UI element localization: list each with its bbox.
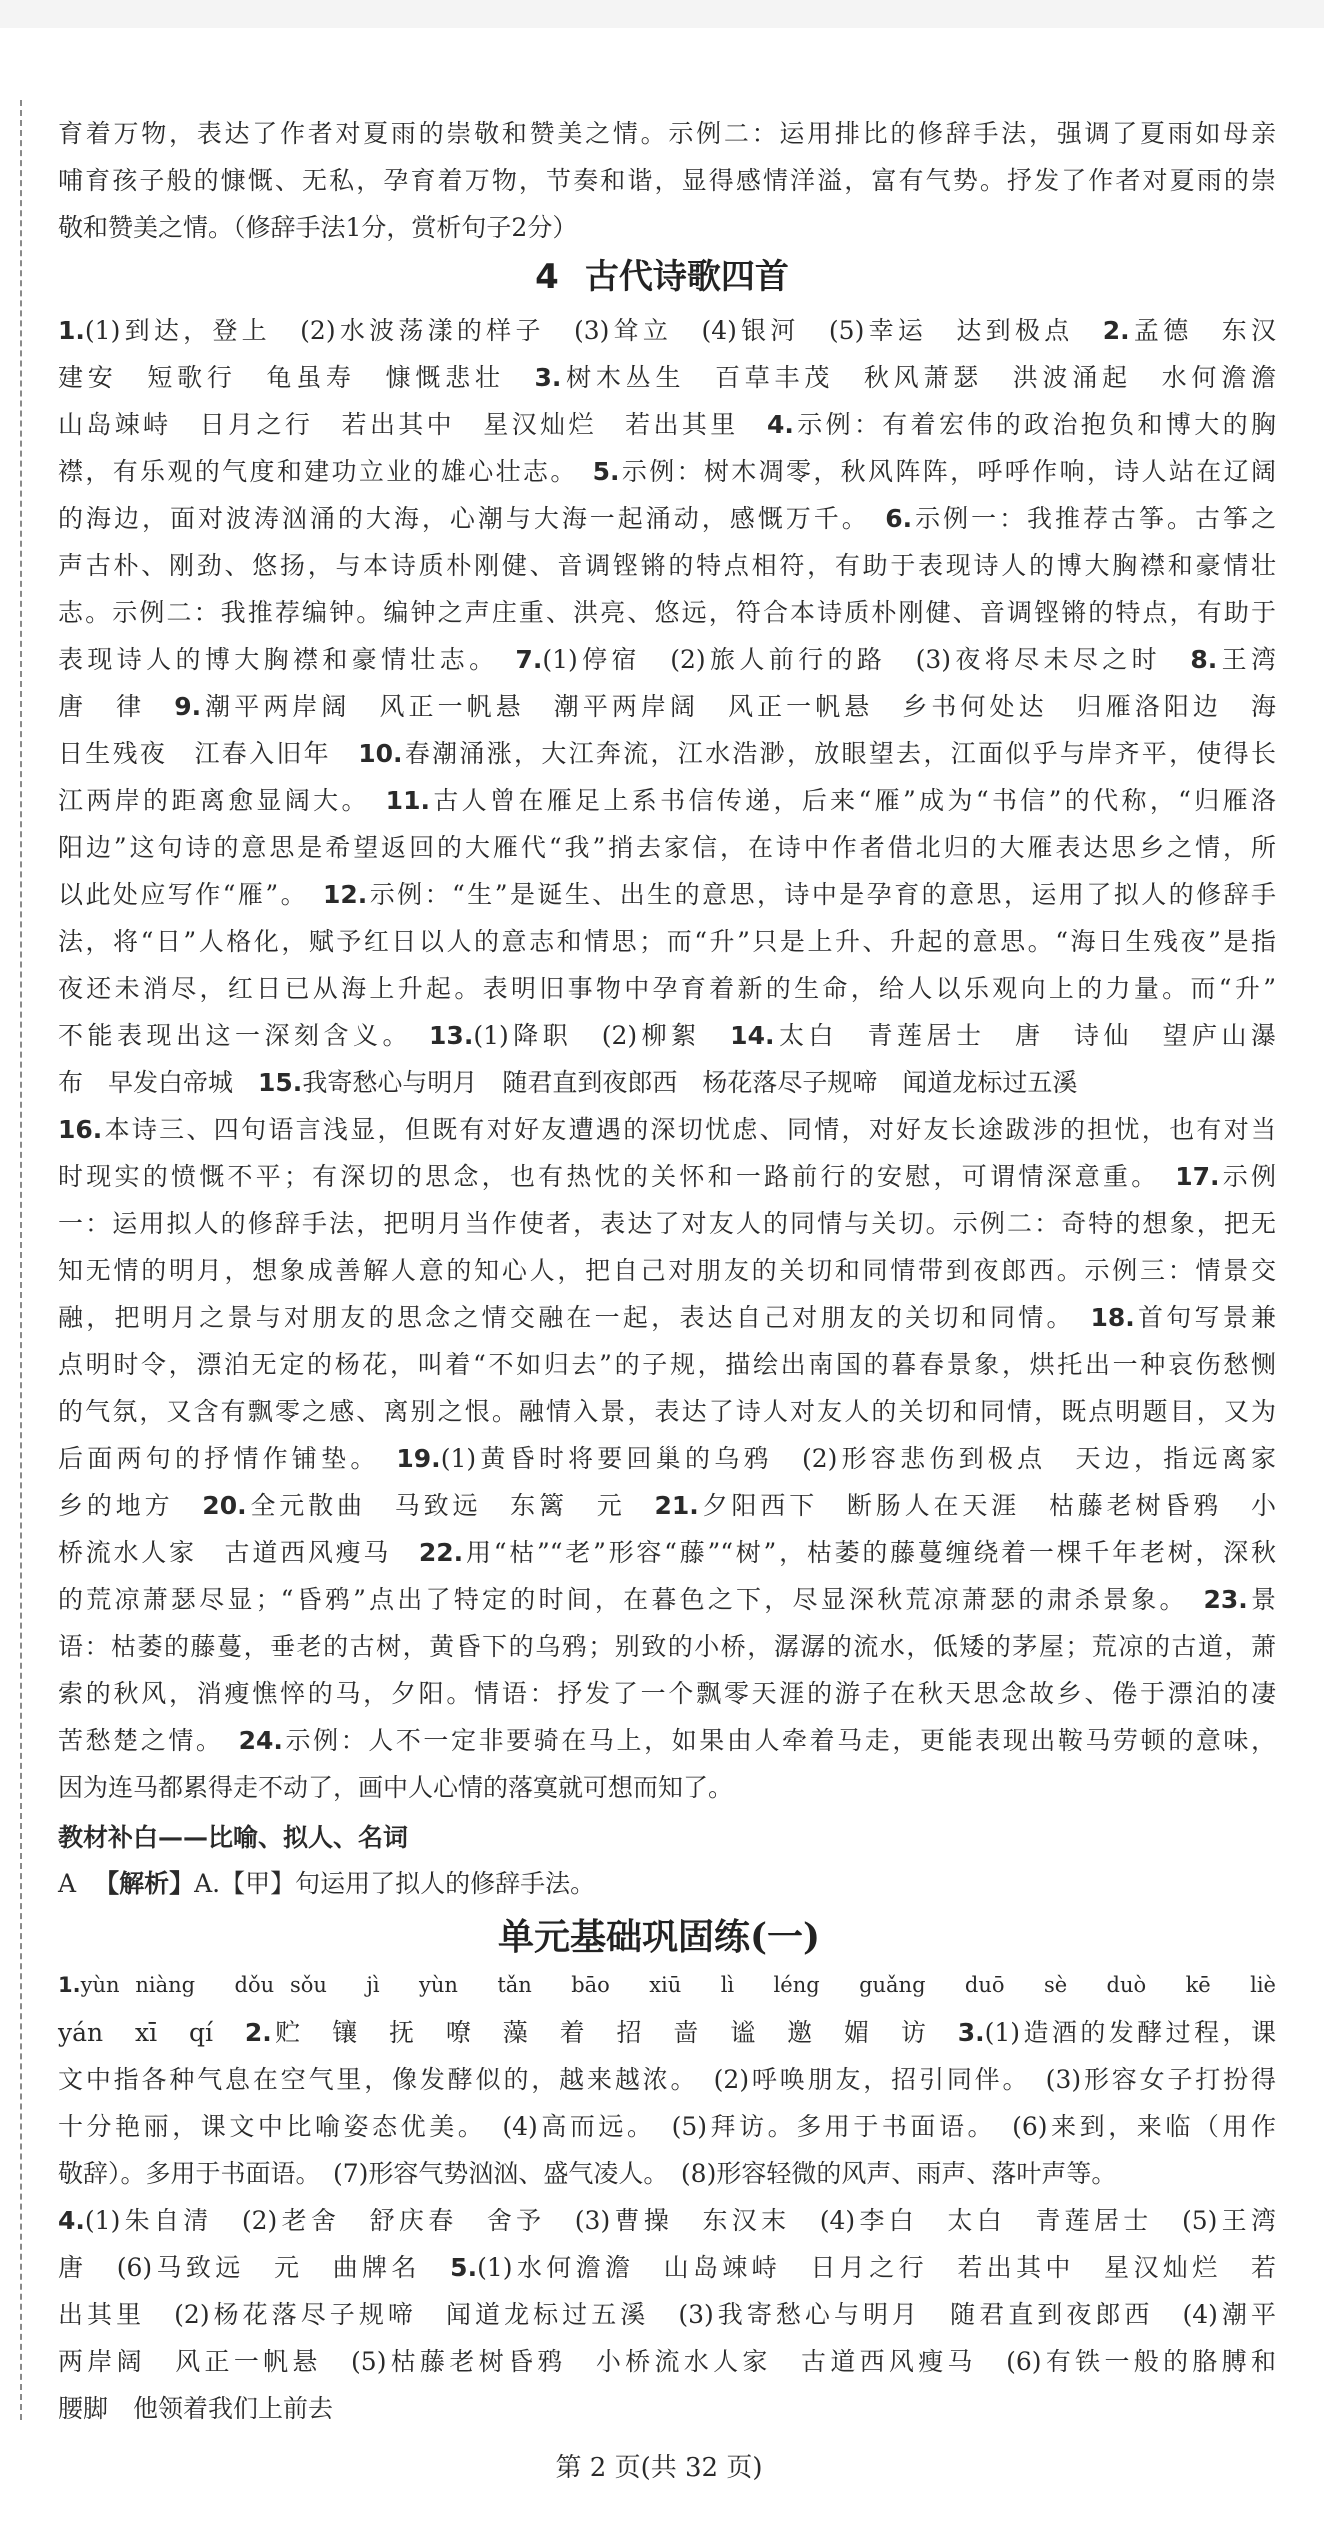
text-line: 法，将“日”人格化，赋予红日以人的意志和情思；而“升”只是上升、升起的意思。“海日生残夜”是指 <box>58 927 1276 956</box>
text-line: 时现实的愤慨不平；有深切的思念，也有热忱的关怀和一路前行的安慰，可谓情深意重。 17.示例 <box>58 1162 1276 1191</box>
section-answers <box>58 307 1276 1811</box>
text-line: 知无情的明月，想象成善解人意的知心人，把自己对朋友的关切和同情带到夜郎西。示例三：情景交 <box>58 1256 1276 1285</box>
text-line: 的荒凉萧瑟尽显；“昏鸦”点出了特定的时间，在暮色之下，尽显深秋荒凉萧瑟的肃杀景象。 23.景 <box>58 1585 1276 1614</box>
text-line: 唐 律 9.潮平两岸阔 风正一帆悬 潮平两岸阔 风正一帆悬 乡书何处达 归雁洛阳边 海 <box>58 692 1276 721</box>
text-line: 16.本诗三、四句语言浅显，但既有对好友遭遇的深切忧虑、同情，对好友长途跋涉的担忧，也有对当 <box>58 1115 1276 1144</box>
text-line: 1.(1)到达，登上 (2)水波荡漾的样子 (3)耸立 (4)银河 (5)幸运 达到极点 2.孟德 东汉 <box>58 316 1276 345</box>
text-line: 唐 (6)马致远 元 曲牌名 5.(1)水何澹澹 山岛竦峙 日月之行 若出其中 星汉灿烂 若 <box>58 2253 1276 2282</box>
text-line: 出其里 (2)杨花落尽子规啼 闻道龙标过五溪 (3)我寄愁心与明月 随君直到夜郎西 (4)潮平 <box>58 2300 1276 2329</box>
text-line: 山岛竦峙 日月之行 若出其中 星汉灿烂 若出其里 4.示例：有着宏伟的政治抱负和博大的胸 <box>58 410 1276 439</box>
text-line: 索的秋风，消瘦憔悴的马，夕阳。情语：抒发了一个飘零天涯的游子在秋天思念故乡、倦于漂泊的凄 <box>58 1679 1276 1708</box>
unit-review-title: 单元基础巩固练(一) <box>497 1916 821 1958</box>
supplement-answer <box>58 1860 595 1907</box>
text-line: 的气氛，又含有飘零之感、离别之恨。融情入景，表达了诗人对友人的关切和同情，既点明题目，又为 <box>58 1397 1276 1426</box>
page-number: 第 2 页(共 32 页) <box>555 2453 763 2483</box>
text-line: 江两岸的距离愈显阔大。 11.古人曾在雁足上系书信传递，后来“雁”成为“书信”的代称，“归雁洛 <box>58 786 1276 815</box>
text-line: 桥流水人家 古道西风瘦马 22.用“枯”“老”形容“藤”“树”，枯萎的藤蔓缠绕着一棵千年老树，深秋 <box>58 1538 1276 1567</box>
text-line: 两岸阔 风正一帆悬 (5)枯藤老树昏鸦 小桥流水人家 古道西风瘦马 (6)有铁一般的胳膊和 <box>58 2347 1276 2376</box>
analysis-text: A.【甲】句运用了拟人的修辞手法。 <box>194 1869 596 1898</box>
section-heading <box>0 254 1324 301</box>
text-line: 后面两句的抒情作铺垫。 19.(1)黄昏时将要回巢的乌鸦 (2)形容悲伤到极点 天边，指远离家 <box>58 1444 1276 1473</box>
analysis-tag: 【解析】 <box>94 1869 195 1898</box>
text-line: 点明时令，漂泊无定的杨花，叫着“不如归去”的子规，描绘出南国的暮春景象，烘托出一种哀伤愁恻 <box>58 1350 1276 1379</box>
text-line: 夜还未消尽，红日已从海上升起。表明旧事物中孕育着新的生命，给人以乐观向上的力量。而“升” <box>58 974 1276 1003</box>
text-line: 建安 短歌行 龟虽寿 慷慨悲壮 3.树木丛生 百草丰茂 秋风萧瑟 洪波涌起 水何澹澹 <box>58 363 1276 392</box>
unit-review-answers <box>58 1962 1276 2432</box>
text-line: 声古朴、刚劲、悠扬，与本诗质朴刚健、音调铿锵的特点相符，有助于表现诗人的博大胸襟和豪情壮 <box>58 551 1276 580</box>
text-line: yán xī qí 2.贮 镶 抚 嘹 藻 着 招 啬 谧 邀 媚 访 3.(1)造酒的发酵过程，课 <box>58 2018 1276 2047</box>
text-line: 敬辞）。多用于书面语。 (7)形容气势汹汹、盛气凌人。 (8)形容轻微的风声、雨声、落叶声等。 <box>58 2159 1117 2188</box>
supplement-title: 教材补白——比喻、拟人、名词 <box>58 1823 409 1852</box>
text-line: 哺育孩子般的慷慨、无私，孕育着万物，节奏和谐，显得感情洋溢，富有气势。抒发了作者对夏雨的崇 <box>58 166 1276 195</box>
text-line: 阳边”这句诗的意思是希望返回的大雁代“我”捎去家信，在诗中作者借北归的大雁表达思乡之情，所 <box>58 833 1276 862</box>
intro-paragraph <box>58 110 1276 251</box>
text-line: 语：枯萎的藤蔓，垂老的古树，黄昏下的乌鸦；别致的小桥，潺潺的流水，低矮的茅屋；荒凉的古道，萧 <box>58 1632 1276 1661</box>
binding-dashed-line <box>20 100 22 2420</box>
section-number: 4 <box>535 257 559 297</box>
text-line: 襟，有乐观的气度和建功立业的雄心壮志。 5.示例：树木凋零，秋风阵阵，呼呼作响，诗人站在辽阔 <box>58 457 1276 486</box>
text-line: 因为连马都累得走不动了，画中人心情的落寞就可想而知了。 <box>58 1773 734 1802</box>
text-line: 的海边，面对波涛汹涌的大海，心潮与大海一起涌动，感慨万千。 6.示例一：我推荐古筝。古筝之 <box>58 504 1276 533</box>
text-line: 文中指各种气息在空气里，像发酵似的，越来越浓。 (2)呼唤朋友，招引同伴。 (3)形容女子打扮得 <box>58 2065 1276 2094</box>
text-line: 乡的地方 20.全元散曲 马致远 东篱 元 21.夕阳西下 断肠人在天涯 枯藤老树昏鸦 小 <box>58 1491 1276 1520</box>
text-line: 以此处应写作“雁”。 12.示例：“生”是诞生、出生的意思，诗中是孕育的意思，运用了拟人的修辞手 <box>58 880 1276 909</box>
scan-top-band <box>0 0 1324 28</box>
text-line: 布 早发白帝城 15.我寄愁心与明月 随君直到夜郎西 杨花落尽子规啼 闻道龙标过五溪 <box>58 1068 1078 1097</box>
section-title: 古代诗歌四首 <box>584 257 789 297</box>
text-line: 4.(1)朱自清 (2)老舍 舒庆春 舍予 (3)曹操 东汉末 (4)李白 太白 青莲居士 (5)王湾 <box>58 2206 1276 2235</box>
text-line: 志。示例二：我推荐编钟。编钟之声庄重、洪亮、悠远，符合本诗质朴刚健、音调铿锵的特点，有助于 <box>58 598 1276 627</box>
text-line: 育着万物，表达了作者对夏雨的崇敬和赞美之情。示例二：运用排比的修辞手法，强调了夏雨如母亲 <box>58 119 1276 148</box>
text-line: 一：运用拟人的修辞手法，把明月当作使者，表达了对友人的同情与关切。示例二：奇特的想象，把无 <box>58 1209 1276 1238</box>
text-line: 不能表现出这一深刻含义。 13.(1)降职 (2)柳絮 14.太白 青莲居士 唐 诗仙 望庐山瀑 <box>58 1021 1276 1050</box>
text-line: 苦愁楚之情。 24.示例：人不一定非要骑在马上，如果由人牵着马走，更能表现出鞍马劳顿的意味， <box>58 1726 1276 1755</box>
text-line: 腰脚 他领着我们上前去 <box>58 2394 334 2423</box>
answer-choice: A <box>58 1869 77 1898</box>
text-line: 十分艳丽，课文中比喻姿态优美。 (4)高而远。 (5)拜访。多用于书面语。 (6)来到，来临（用作 <box>58 2112 1276 2141</box>
text-line: 表现诗人的博大胸襟和豪情壮志。 7.(1)停宿 (2)旅人前行的路 (3)夜将尽未尽之时 8.王湾 <box>58 645 1276 674</box>
text-line: 融，把明月之景与对朋友的思念之情交融在一起，表达自己对朋友的关切和同情。 18.首句写景兼 <box>58 1303 1276 1332</box>
text-line: 日生残夜 江春入旧年 10.春潮涌涨，大江奔流，江水浩渺，放眼望去，江面似乎与岸齐平，使得长 <box>58 739 1276 768</box>
text-line: 敬和赞美之情。（修辞手法1分，赏析句子2分） <box>58 213 578 242</box>
text-line: 1.yùn niàng dǒu sǒu jì yùn tǎn bāo xiū lì léng guǎng duō sè duò kē liè <box>58 1973 1276 1997</box>
